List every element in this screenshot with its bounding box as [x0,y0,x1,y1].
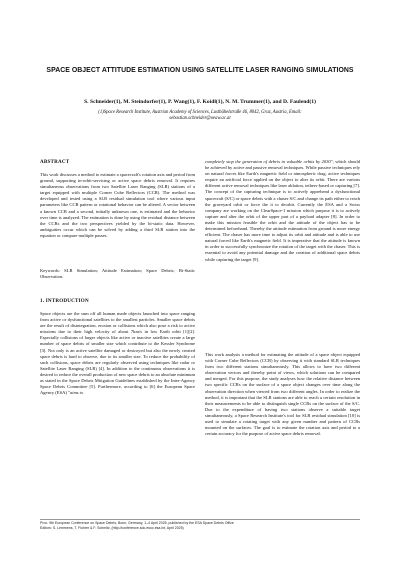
introduction-quote-start: "aims to [68,390,84,396]
introduction-continued-text [205,159,360,263]
affiliation [60,110,340,122]
paper-title: SPACE OBJECT ATTITUDE ESTIMATION USING SATELLITE LASER RANGING SIMULATIONS [46,67,354,74]
author-list: S. Schneider(1), M. Steindorfer(1), P. Wang(1), F. Koidl(1), N. M. Trummer(1), and D. Faulend(1) [84,99,316,105]
footer-editors: Editors: S. Lemmens, T. Flohrer & F. Schmitz, (http://conference.sdo.esoc.esa.int, April 2025) [40,526,184,530]
abstract-text: This work discusses a method to estimate a spacecraft's rotation axis and period from ground, supporting in-orbit-servicing or active space debris removal. It requires simultaneous observations from two Satellite Laser Ranging (SLR) stations of a target equipped with multiple Corner Cube Reflectors (CCR). The method was developed and tested using a SLR residual simulation tool where various input parameters like CCR pattern or rotational behavior can be altered. A vector between a known CCR and a second, initially unknown one, is estimated and the behavior over time is analyzed. The estimation is done by using the residual distance between the CCRs and the two perspectives yielded by the bi-static data. However, ambiguities occur which can be solved by adding a third SLR station into the equation or compare multiple passes. [40,172,195,238]
footer-divider [40,519,360,520]
introduction-continued-body: , which should be achieved by active and passive removal techniques. While passive techniques rely on natural forces like Earth's magnetic field or atmospheric drag, active techniques require an artificial force applied on the object to alter its orbit. There are various different active removal techniques like laser ablation, tethers-based or capturing [7]. The concept of the capturing technique is to actively apprehend a dysfunctional spacecraft (S/C) or space debris with a chaser S/C and change its path either to reach the graveyard orbit or force the it to deorbit. Currently the ESA and a Swiss company are working on the ClearSpace-1 mission which purpose it is to actively capture and alter the orbit of the upper part of a payload adapter [8]. In order to make this mission feasible the orbit and the attitude of the object has to be determined beforehand. Thereby the attitude estimation from ground is more energy efficient. The chaser has more time to adjust its orbit and attitude and is able to use natural forced like Earth's magnetic field. It is imperative that the attitude is known in order to successfully synchronize the rotation of the target with the chaser. This is essential to avoid any potential damage and the creation of additional space debris while capturing the target [9]. [205,159,360,262]
affiliation-email: sebastian.schneider@oeaw.ac.at [169,116,231,122]
introduction-heading: 1. INTRODUCTION [40,298,89,304]
introduction-text-body: Space objects are the sum off all human made objects launched into space ranging from active or dysfunctional satellites to the smallest particles. Smaller space debris are the result of disintegration, erosion or collisions which also pose a risk to active missions due to their high velocity of about 7km/s in low Earth orbit [1][2]. Especially collisions of larger objects like active or inactive satellites create a large number of space debris of smaller size which contribute to the Kessler Syndrome [3]. Not only is an active satellite damaged or destroyed but also the newly created space debris is hard to observe, due to its smaller size. To reduce the probability of such collisions, space debris are regularly observed using techniques like radar or Satellite Laser Ranging (SLR) [4]. In addition to the continuous observations it is desired to reduce the overall production of new space debris to an absolute minimum as stated in the Space Debris Mitigation Guidelines established by the Inter-Agency Space Debris Committee [5]. Furthermore, according to [6] the European Space Agency (ESA) [40,311,195,396]
affiliation-address: (1)Space Research Institute, Austrian Academy of Sciences, Lustbühelstraße 46, 8042, Graz, Austria, Email: [98,110,302,115]
footer-proceedings: Proc. 9th European Conference on Space Debris, Bonn, Germany, 1–4 April 2025, published by the ESA Space Debris Office [40,521,234,525]
footer [40,521,370,531]
introduction-text [40,311,195,396]
esa-quote: completely stop the generation of debris in valuable orbits by 2030" [205,159,333,164]
method-overview-text: This work analysis a method for estimating the attitude of a space object equipped with Corner Cube Reflectors (CCR) by observing it with standard SLR techniques from two different stations simultaneously. This allows to have two different observation vectors and thereby point of views, which solutions can be compared and merged. For this purpose, the study analyses how the relative distance between two specific CCRs on the surface of a space object changes over time along the observation direction when viewed from two different angles. In order to realize the method, it is important that the SLR stations are able to reach a certain resolution in their measurements to be able to distinguish single CCRs on the surface of the S/C. Due to the expenditure of having two stations observe a suitable target simultaneously, a Space Research Institute's tool for SLR residual simulation [10] is used to simulate a rotating target with any given number and pattern of CCRs mounted on the surfaces. The goal is to estimate the rotation axis and period to a certain accuracy for the purpose of active space debris removal. [205,352,360,437]
abstract-heading: ABSTRACT [40,159,70,165]
keywords: Keywords: SLR Simulation; Attitude Estimation; Space Debris; Bi-Static Observation. [40,268,195,280]
